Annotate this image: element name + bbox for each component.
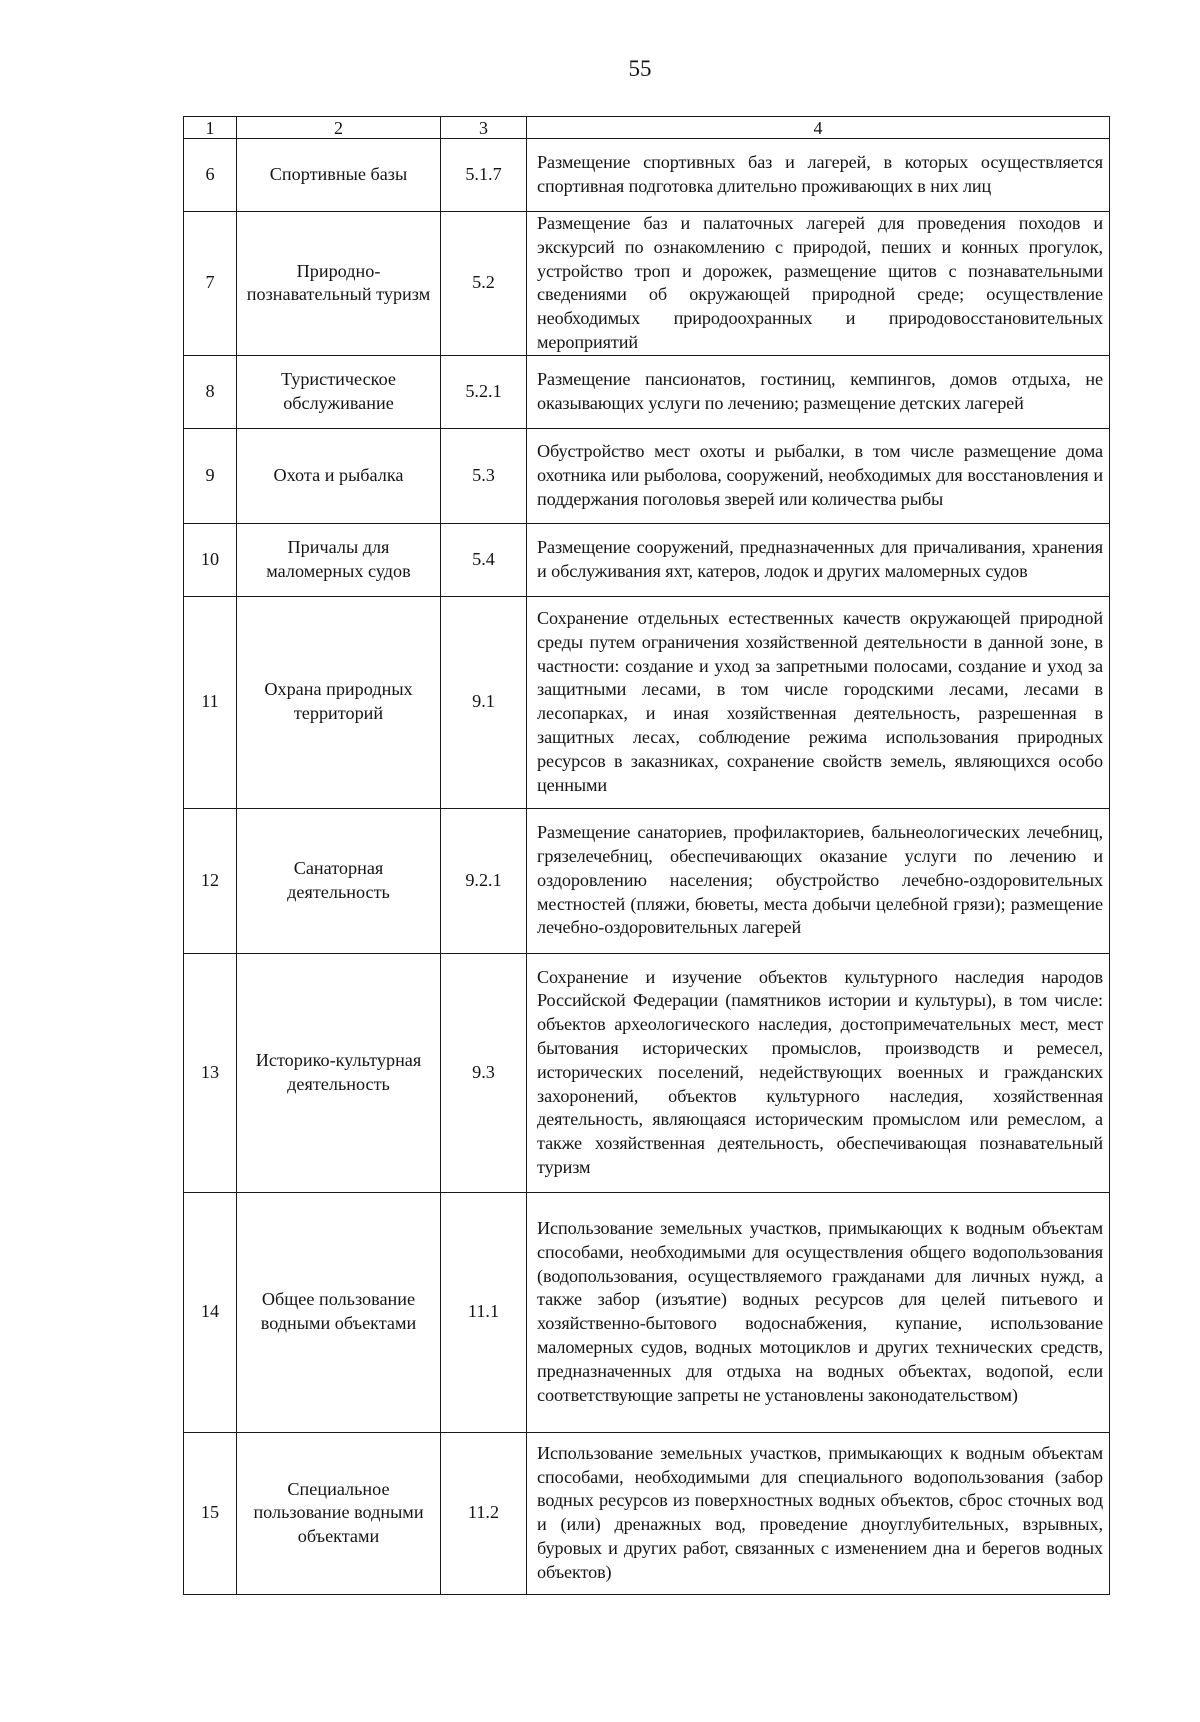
use-description: Обустройство мест охоты и рыбалки, в том числе размещение дома охотника или рыболова, сооружений, необходимых для восстановления и поддержания поголовья зверей или количества рыбы (527, 428, 1110, 523)
row-number: 6 (184, 139, 237, 212)
row-number: 12 (184, 808, 237, 953)
use-code: 5.2.1 (441, 355, 527, 428)
page-number: 55 (628, 56, 652, 81)
row-number: 7 (184, 212, 237, 356)
table-row (184, 428, 1110, 523)
row-number: 8 (184, 355, 237, 428)
table-row (184, 212, 1110, 356)
use-description: Размещение сооружений, предназначенных для причаливания, хранения и обслуживания яхт, катеров, лодок и других маломерных судов (527, 523, 1110, 596)
use-name: Охрана природных территорий (237, 596, 441, 808)
use-name: Специальное пользование водными объектами (237, 1432, 441, 1594)
table-row (184, 953, 1110, 1192)
header-cell-3: 3 (441, 117, 527, 139)
use-name: Санаторная деятельность (237, 808, 441, 953)
row-number: 10 (184, 523, 237, 596)
row-number: 14 (184, 1192, 237, 1432)
table-row (184, 1432, 1110, 1594)
table-row (184, 808, 1110, 953)
use-code: 11.2 (441, 1432, 527, 1594)
row-number: 15 (184, 1432, 237, 1594)
use-code: 9.2.1 (441, 808, 527, 953)
use-description: Использование земельных участков, примыкающих к водным объектам способами, необходимыми для специального водопользования (забор водных ресурсов из поверхностных водных объектов, сброс сточных вод и (или) дренажных вод, проведение дноуглубительных, взрывных, буровых и других работ, связанных с изменением дна и берегов водных объектов) (527, 1432, 1110, 1594)
header-row (184, 117, 1110, 139)
header-cell-1: 1 (184, 117, 237, 139)
use-description: Размещение пансионатов, гостиниц, кемпингов, домов отдыха, не оказывающих услуги по лечению; размещение детских лагерей (527, 355, 1110, 428)
table-row (184, 523, 1110, 596)
table-row (184, 139, 1110, 212)
use-code: 5.4 (441, 523, 527, 596)
use-name: Природно-познавательный туризм (237, 212, 441, 356)
land-use-table (183, 116, 1110, 1595)
use-description: Сохранение и изучение объектов культурного наследия народов Российской Федерации (памятников истории и культуры), в том числе: объектов археологического наследия, достопримечательных мест, мест бытования исторических промыслов, производств и ремесел, исторических поселений, недействующих военных и гражданских захоронений, объектов культурного наследия, хозяйственная деятельность, являющаяся историческим промыслом или ремеслом, а также хозяйственная деятельность, обеспечивающая познавательный туризм (527, 953, 1110, 1192)
table-row (184, 355, 1110, 428)
use-code: 9.3 (441, 953, 527, 1192)
row-number: 13 (184, 953, 237, 1192)
use-description: Размещение санаториев, профилакториев, бальнеологических лечебниц, грязелечебниц, обеспечивающих оказание услуги по лечению и оздоровлению населения; обустройство лечебно-оздоровительных местностей (пляжи, бюветы, места добычи целебной грязи); размещение лечебно-оздоровительных лагерей (527, 808, 1110, 953)
use-name: Причалы для маломерных судов (237, 523, 441, 596)
row-number: 11 (184, 596, 237, 808)
use-description: Сохранение отдельных естественных качеств окружающей природной среды путем ограничения хозяйственной деятельности в данной зоне, в частности: создание и уход за запретными полосами, создание и уход за защитными лесами, в том числе городскими лесами, лесами в лесопарках, и иная хозяйственная деятельность, разрешенная в защитных лесах, соблюдение режима использования природных ресурсов в заказниках, сохранение свойств земель, являющихся особо ценными (527, 596, 1110, 808)
row-number: 9 (184, 428, 237, 523)
use-name: Историко-культурная деятельность (237, 953, 441, 1192)
use-name: Туристическое обслуживание (237, 355, 441, 428)
use-description: Размещение спортивных баз и лагерей, в которых осуществляется спортивная подготовка длительно проживающих в них лиц (527, 139, 1110, 212)
use-code: 5.3 (441, 428, 527, 523)
use-description: Использование земельных участков, примыкающих к водным объектам способами, необходимыми для осуществления общего водопользования (водопользования, осуществляемого гражданами для личных нужд, а также забор (изъятие) водных ресурсов для целей питьевого и хозяйственно-бытового водоснабжения, купание, использование маломерных судов, водных мотоциклов и других технических средств, предназначенных для отдыха на водных объектах, водопой, если соответствующие запреты не установлены законодательством) (527, 1192, 1110, 1432)
table-row (184, 1192, 1110, 1432)
use-code: 9.1 (441, 596, 527, 808)
use-name: Спортивные базы (237, 139, 441, 212)
use-description: Размещение баз и палаточных лагерей для проведения походов и экскурсий по ознакомлению с природой, пеших и конных прогулок, устройство троп и дорожек, размещение щитов с познавательными сведениями об окружающей природной среде; осуществление необходимых природоохранных и природовосстановительных мероприятий (527, 212, 1110, 356)
use-name: Охота и рыбалка (237, 428, 441, 523)
header-cell-4: 4 (527, 117, 1110, 139)
use-code: 5.1.7 (441, 139, 527, 212)
header-cell-2: 2 (237, 117, 441, 139)
table-row (184, 596, 1110, 808)
use-code: 5.2 (441, 212, 527, 356)
use-name: Общее пользование водными объектами (237, 1192, 441, 1432)
use-code: 11.1 (441, 1192, 527, 1432)
